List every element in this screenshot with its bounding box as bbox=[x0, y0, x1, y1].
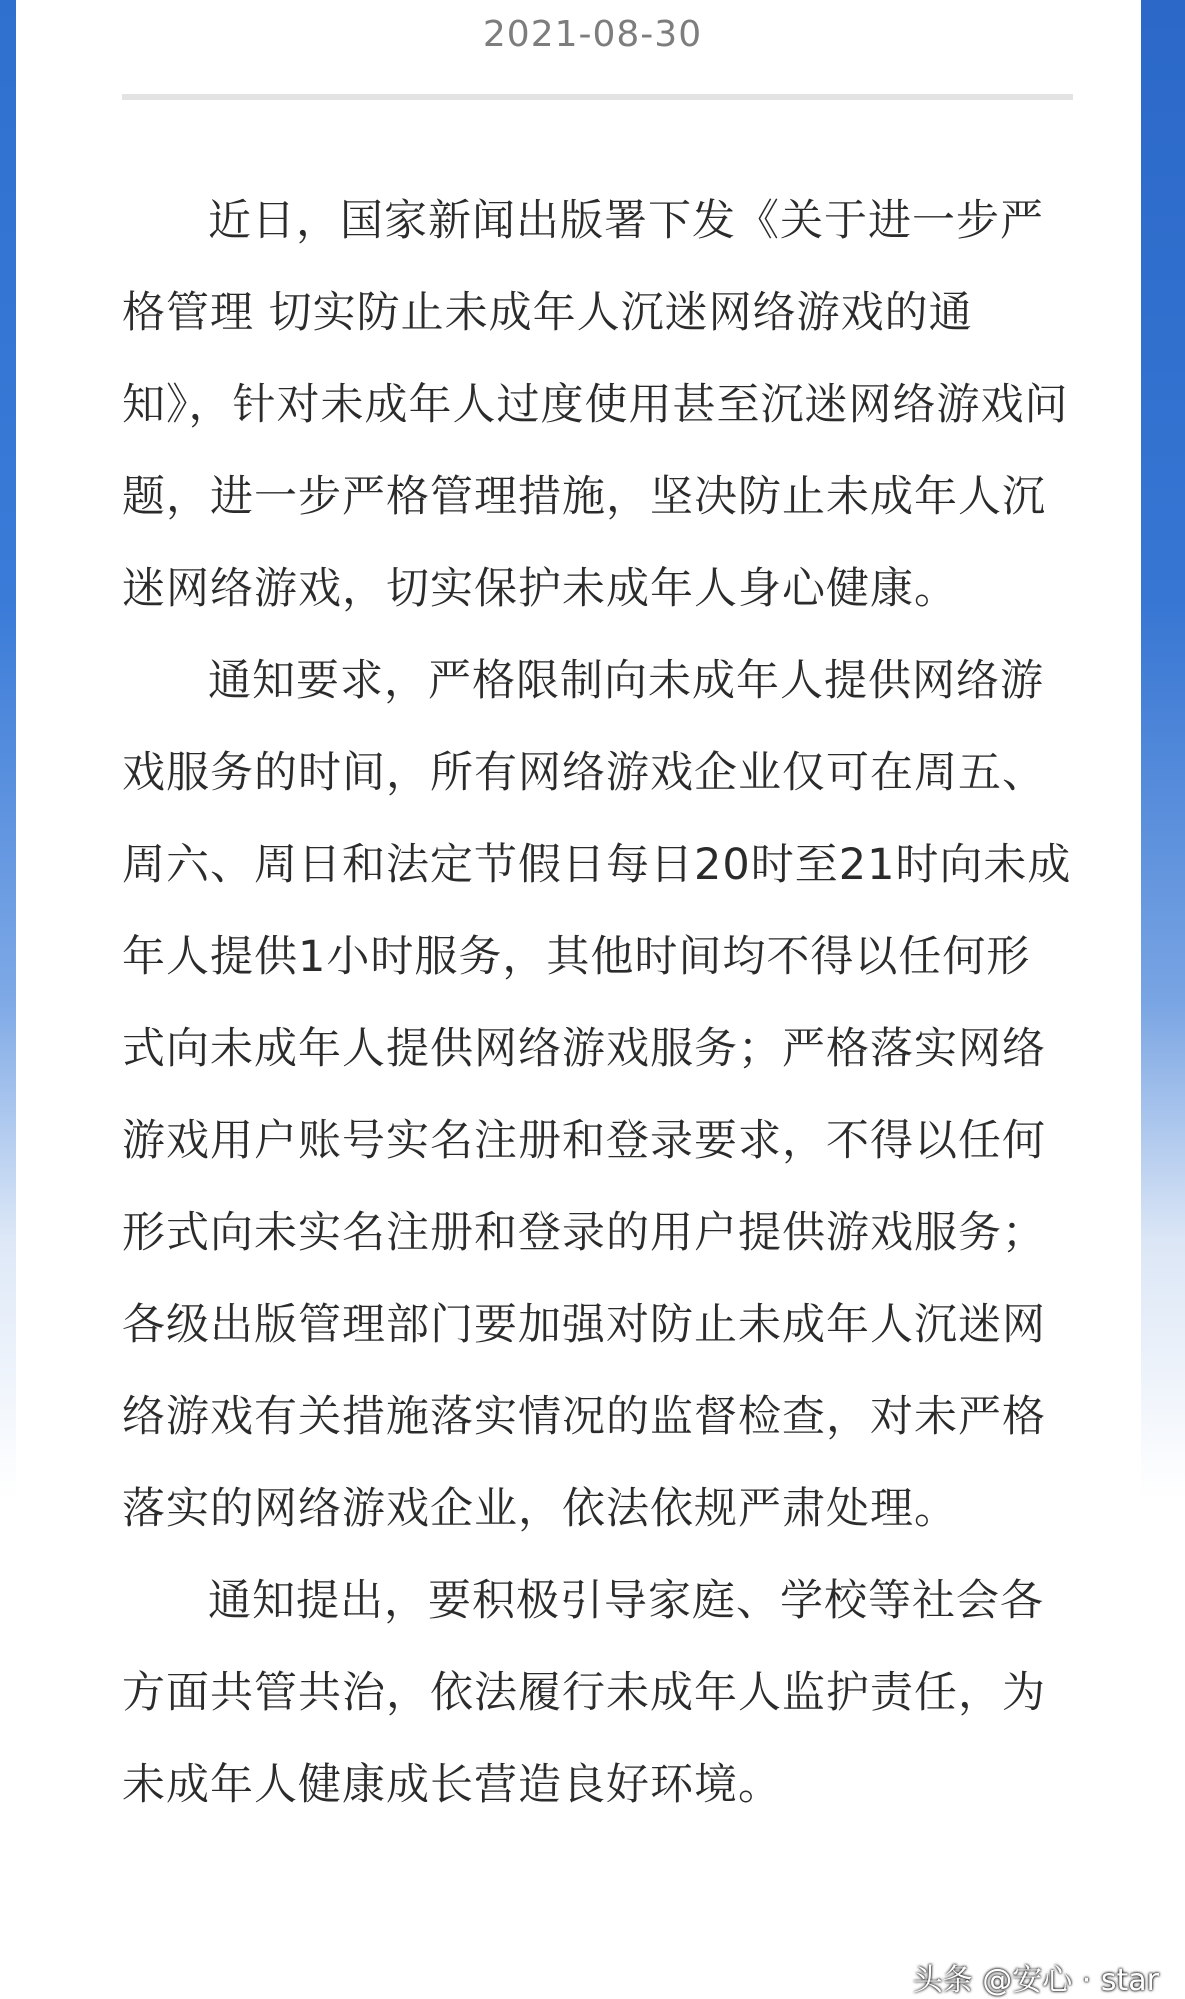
source-watermark: 头条 @安心 · star bbox=[912, 1963, 1159, 1998]
date-divider bbox=[122, 94, 1073, 100]
article-body bbox=[122, 175, 1072, 1831]
publish-date: 2021-08-30 bbox=[482, 14, 703, 55]
paragraph-1: 近日，国家新闻出版署下发《关于进一步严格管理 切实防止未成年人沉迷网络游戏的通知》，针对未成年人过度使用甚至沉迷网络游戏问题，进一步严格管理措施，坚决防止未成年人沉迷网络游戏，切实保护未成年人身心健康。 bbox=[122, 196, 1069, 614]
paragraph-2: 通知要求，严格限制向未成年人提供网络游戏服务的时间，所有网络游戏企业仅可在周五、周六、周日和法定节假日每日20时至21时向未成年人提供1小时服务，其他时间均不得以任何形式向未成年人提供网络游戏服务；严格落实网络游戏用户账号实名注册和登录要求，不得以任何形式向未实名注册和登录的用户提供游戏服务；各级出版管理部门要加强对防止未成年人沉迷网络游戏有关措施落实情况的监督检查，对未严格落实的网络游戏企业，依法依规严肃处理。 bbox=[122, 656, 1072, 1534]
background-band-right bbox=[1141, 0, 1185, 1999]
background-band-left bbox=[0, 0, 16, 1999]
paragraph-3: 通知提出，要积极引导家庭、学校等社会各方面共管共治，依法履行未成年人监护责任，为未成年人健康成长营造良好环境。 bbox=[122, 1576, 1046, 1810]
